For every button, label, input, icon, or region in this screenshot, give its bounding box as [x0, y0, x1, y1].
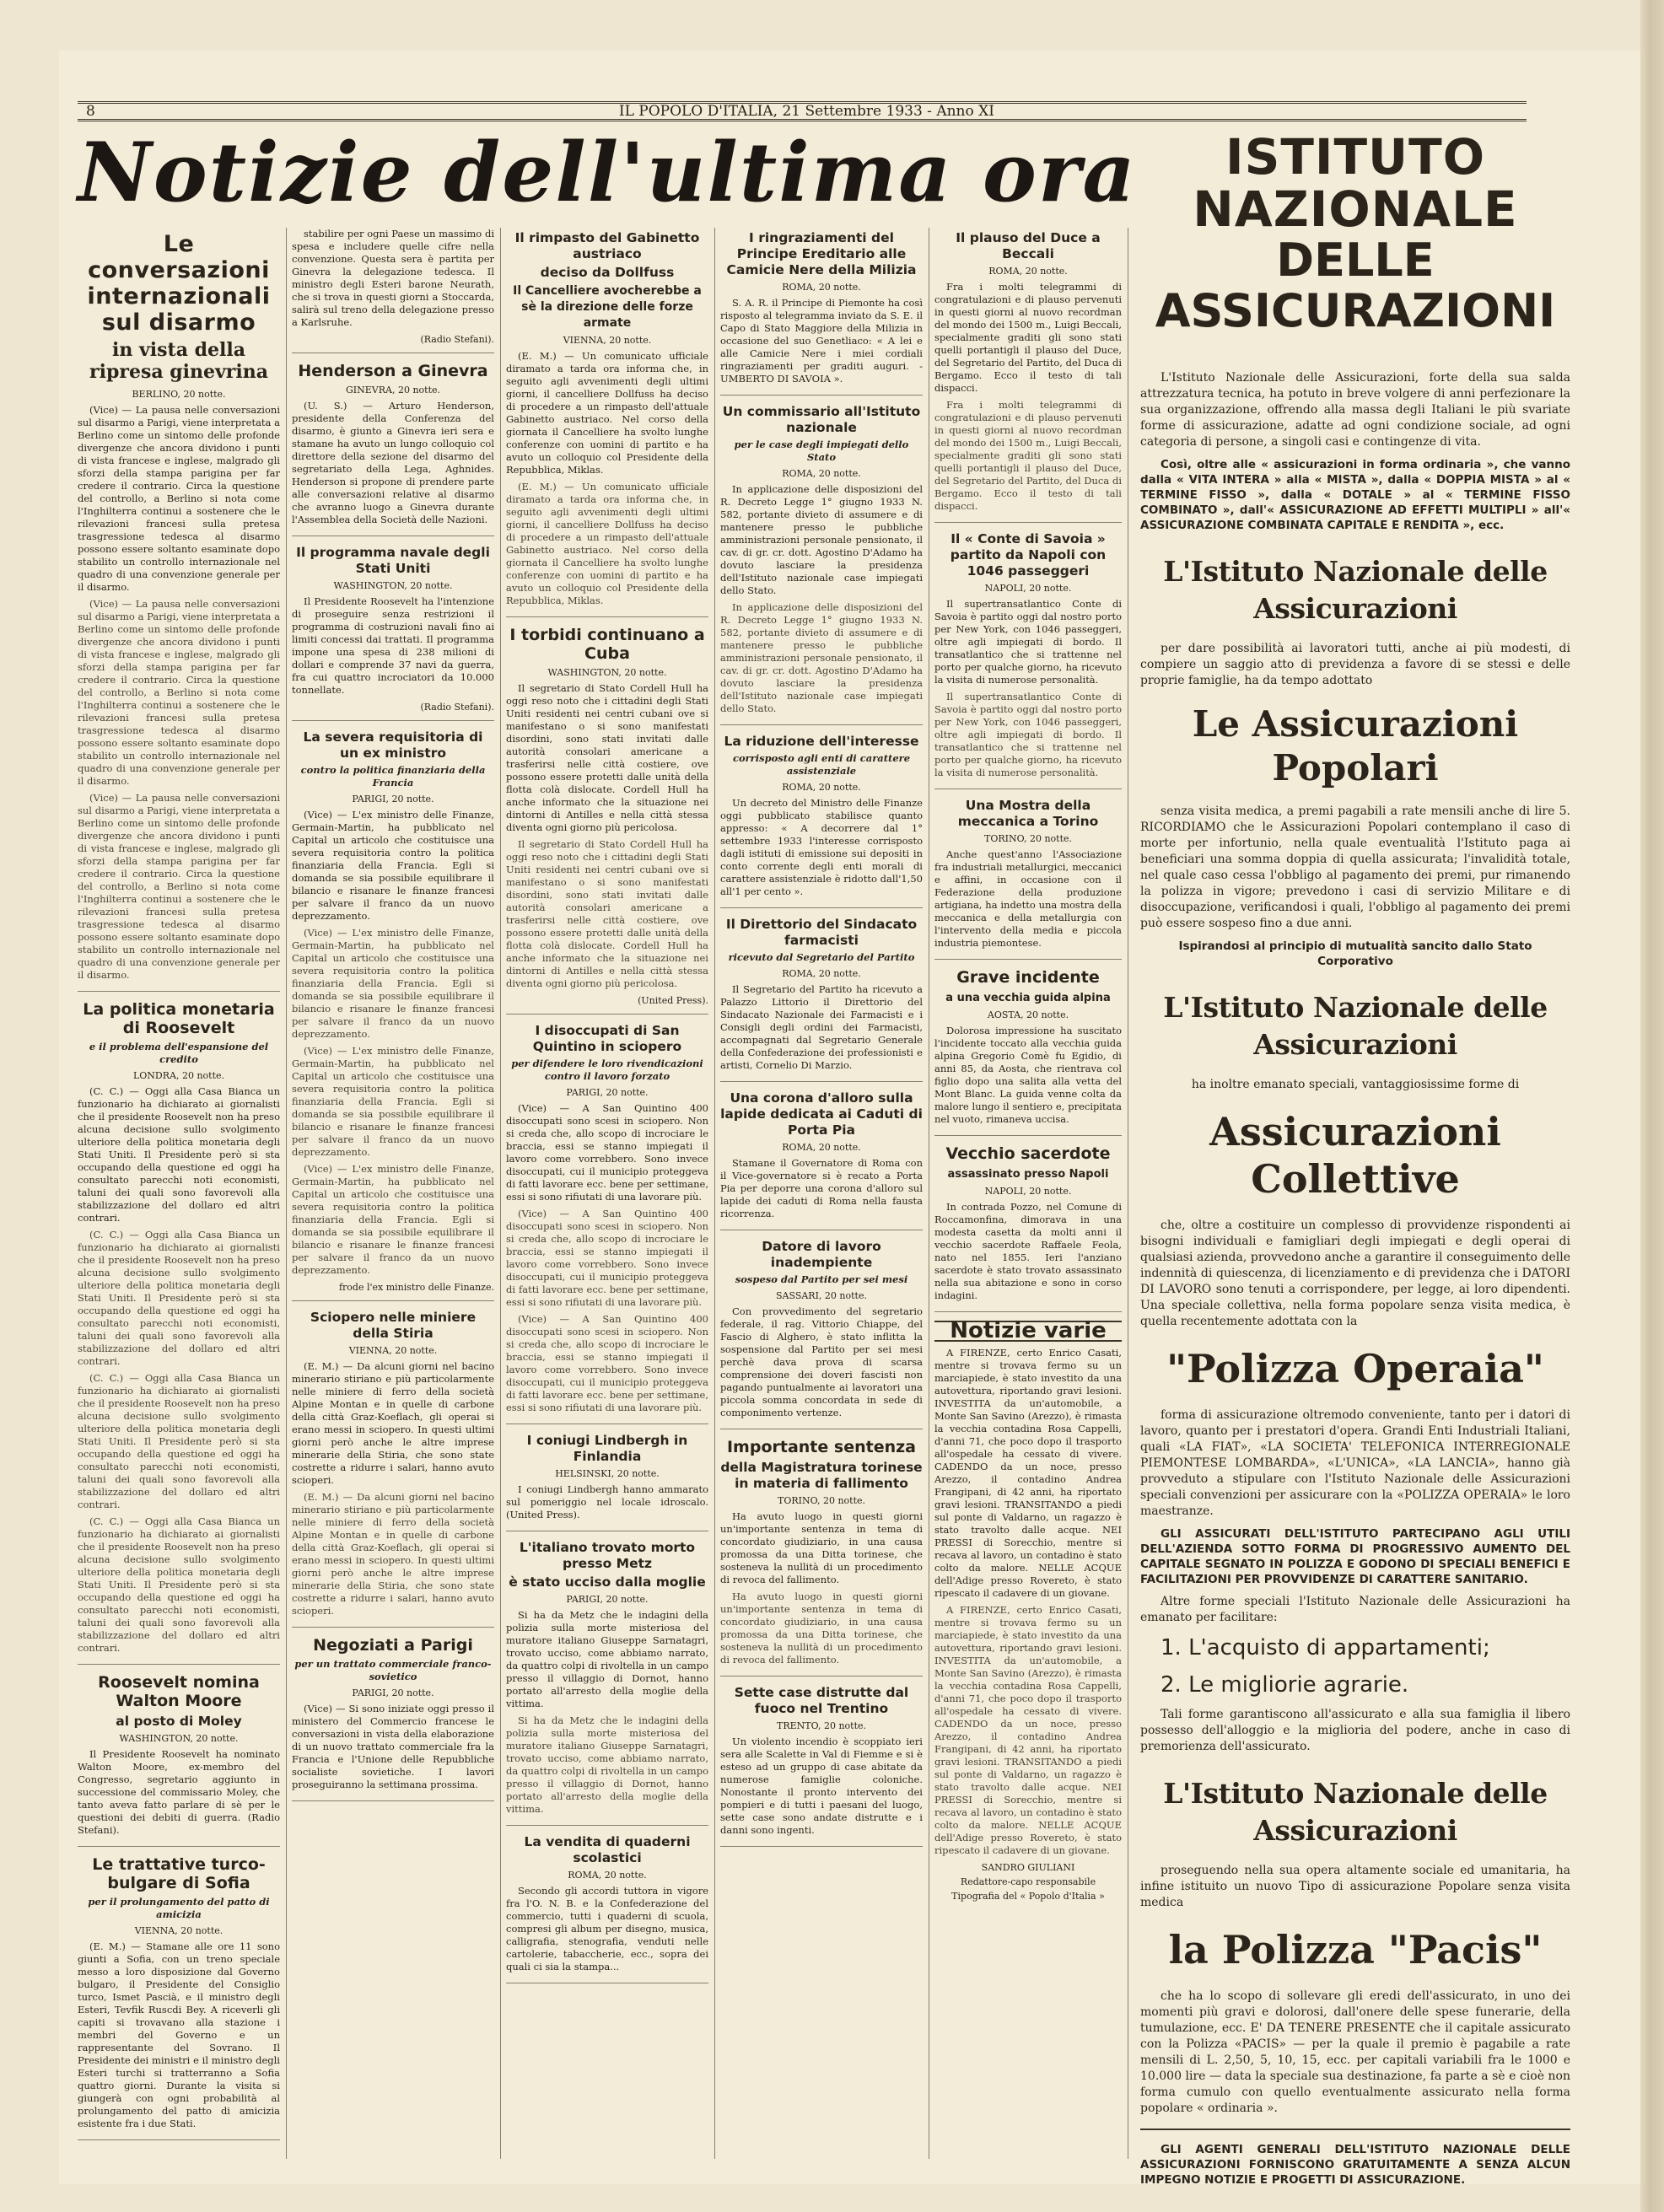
notizie-varie: [934, 1347, 1122, 1857]
ad-popolari-intro: per dare possibilità ai lavoratori tutti, anche ai più modesti, di compiere un saggio atto di previdenza a favore di se stessi e delle proprie famiglie, ha da tempo adottato: [1140, 642, 1570, 687]
article-datore: [720, 1239, 923, 1429]
article-body: Il Presidente Roosevelt ha nominato Walton Moore, ex-membro del Congresso, segretario aggiunto in successione del commissario Moley, che tanto aveva fatto parlare di sè per le questioni dei debiti di guerra. (Radio Stefani).: [78, 1748, 280, 1836]
article-quaderni: [506, 1834, 708, 1983]
article-sentenza: [720, 1438, 923, 1676]
article-kicker: contro la politica finanziaria della Francia: [300, 764, 486, 788]
article-conte-savoia: [934, 531, 1122, 789]
article-kicker: ricevuto dal Segretario del Partito: [728, 951, 915, 963]
article-body: (Vice) — La pausa nelle conversazioni sul disarmo a Parigi, viene interpretata a Berlino come un sintomo delle profonde divergenze che ancora dividono i punti di vista francese e inglese, malgrado gli sforzi della stampa parigina per far credere il contrario. Circa la questione del controllo, a Berlino si nota come l'Inghilterra continui a sostenere che le rilevazioni francesi sulla pretesa trasgressione tedesca al disarmo possono essere soltanto esaminate dopo stabilito un controllo internazionale nel quadro di una convenzione generale per il disarmo.: [78, 598, 280, 787]
article-roosevelt: [78, 1000, 280, 1665]
ad-institute-heading: L'Istituto Nazionale delle Assicurazioni: [1163, 555, 1548, 625]
article-title: La vendita di quaderni scolastici: [524, 1834, 691, 1865]
article-kicker: corrisposto agli enti di carattere assistenziale: [732, 752, 911, 777]
article-title: Il Direttorio del Sindacato farmacisti: [725, 917, 918, 948]
ad-pacis-body: che ha lo scopo di sollevare gli eredi dell'assicurato, in uno dei momenti più gravi e dolorosi, dall'onere delle spese funerarie, della tumulazione, ecc. E' DA TENERE PRESENTE che il capitale assicurato con la Polizza «PACIS» — per la quale il premio è pagabile a rate mensili di L. 2,50, 5, 10, 15, ecc. per capitali variabili fra le 1000 e 10.000 lire — data la speciale sua destinazione, fa parte a sè e cioè non forma cumulo con quello eventualmente assicurato nella forma popolare « ordinaria ».: [1140, 1989, 1570, 2115]
article-body: Un decreto del Ministro delle Finanze oggi pubblicato stabilisce quanto appresso: « A decorrere dal 1° settembre 1933 l'interesse corrisposto dagli istituti di emissione sui depositi in conto corrente degli enti morali di carattere assistenziale è ridotto dall'1,50 all'1 per cento ».: [720, 797, 923, 897]
article-body: (C. C.) — Oggi alla Casa Bianca un funzionario ha dichiarato ai giornalisti che il presidente Roosevelt non ha preso alcuna decisione sullo svolgimento ulteriore della politica monetaria degli Stati Uniti. Il Presidente però si sta occupando della questione ed oggi ha consultato parecchi noti economisti, taluni dei quali sono favorevoli alla stabilizzazione del dollaro ed altri contrari.: [78, 1515, 280, 1654]
article-title: Datore di lavoro inadempiente: [762, 1239, 881, 1270]
article-commissario: [720, 404, 923, 725]
article-body: Dolorosa impressione ha suscitato l'incidente toccato alla vecchia guida alpina Gregorio Comè fu Egidio, di anni 85, da Aosta, che rientrava col figlio dopo una salita alla vetta del Mont Blanc. La guida venne colta da malore lungo il sentiero e, precipitata nel vuoto, rimaneva uccisa.: [934, 1025, 1122, 1125]
ad-list-item-1: 1. L'acquisto di appartamenti;: [1160, 1635, 1490, 1660]
article-body: In contrada Pozzo, nel Comune di Roccamonfina, dimorava in una modesta casetta da molti anni il vecchio sacerdote Raffaele Feola, nato nel 1855. Ieri l'anziano sacerdote è stato trovato assassinato nella sua abitazione e sono in corso indagini.: [934, 1201, 1122, 1301]
dateline: GINEVRA, 20 notte.: [346, 385, 440, 396]
dateline: PARIGI, 20 notte.: [566, 1594, 649, 1605]
article-signature: (United Press).: [638, 995, 708, 1006]
article-body: (C. C.) — Oggi alla Casa Bianca un funzionario ha dichiarato ai giornalisti che il presidente Roosevelt non ha preso alcuna decisione sullo svolgimento ulteriore della politica monetaria degli Stati Uniti. Il Presidente però si sta occupando della questione ed oggi ha consultato parecchi noti economisti, taluni dei quali sono favorevoli alla stabilizzazione del dollaro ed altri contrari.: [78, 1085, 280, 1224]
article-lead: Il Cancelliere avocherebbe a sè la direzione delle forze armate: [513, 284, 702, 330]
ad-institute-heading: L'Istituto Nazionale delle Assicurazioni: [1163, 1777, 1548, 1847]
article-body: (E. M.) — Da alcuni giorni nel bacino minerario stiriano e più particolarmente nelle miniere di ferro della società Alpine Montan e in quelle di carbone della città Graz-Koeflach, gli operai si erano messi in sciopero. In questi ultimi giorni però anche le altre imprese minerarie della Stiria, che sono state costrette a ridurre i salari, hanno avuto scioperi.: [292, 1360, 494, 1486]
dateline: HELSINSKI, 20 notte.: [555, 1468, 660, 1479]
article-body: (Vice) — A San Quintino 400 disoccupati sono scesi in sciopero. Non si creda che, allo scopo di incrociare le braccia, essi se stanno impiegati il lavoro come vorrebbero. Sono invece disoccupati, cui il municipio proteggeva di fatti lavorare ecc. bene per settimane, essi si sono rifiutati di una lavorare più.: [506, 1208, 708, 1308]
article-sofia: [78, 1855, 280, 2140]
ad-popolari-heading: Le Assicurazioni Popolari: [1192, 703, 1519, 788]
article-body: Il segretario di Stato Cordell Hull ha oggi reso noto che i cittadini degli Stati Uniti residenti nei centri cubani ove si manifestano o si sono manifestati disordini, sono stati invitati dalle autorità consolari americane a trasferirsi nelle città costiere, ove possono essere protetti dalle unità della flotta colà dislocate. Cordell Hull ha anche informato che la situazione nei dintorni di Antilles e nella città stessa diventa ogni giorno più pericolosa.: [506, 682, 708, 833]
article-body: Fra i molti telegrammi di congratulazioni e di plauso pervenuti in questi giorni al nuovo recordman del mondo dei 1500 m., Luigi Beccali, specialmente graditi gli sono stati quelli portantigli il plauso del Duce, del Segretario del Partito, del Duca di Bergamo. Ecco il testo di tali dispacci.: [934, 281, 1122, 394]
ad-other-forms: Altre forme speciali l'Istituto Nazionale delle Assicurazioni ha emanato per facilitare:: [1140, 1595, 1570, 1624]
article-stiria: [292, 1310, 494, 1628]
ad-list-item-2: 2. Le migliorie agrarie.: [1160, 1672, 1409, 1698]
article-title: Sciopero nelle miniere della Stiria: [310, 1310, 477, 1341]
printer-credit: Tipografia del « Popolo d'Italia »: [951, 1891, 1105, 1902]
dateline: PARIGI, 20 notte.: [352, 794, 434, 805]
ad-closing: GLI AGENTI GENERALI DELL'ISTITUTO NAZIONALE DELLE ASSICURAZIONI FORNISCONO GRATUITAMENTE A SENZA ALCUN IMPEGNO NOTIZIE E PROGETTI DI ASSICURAZIONE.: [1140, 2143, 1570, 2187]
article-body: Il segretario di Stato Cordell Hull ha oggi reso noto che i cittadini degli Stati Uniti residenti nei centri cubani ove si manifestano o si sono manifestati disordini, sono stati invitati dalle autorità consolari americane a trasferirsi nelle città costiere, ove possono essere protetti dalle unità della flotta colà dislocate. Cordell Hull ha anche informato che la situazione nei dintorni di Antilles e nella città stessa diventa ogni giorno più pericolosa.: [506, 838, 708, 989]
article-body: (Vice) — L'ex ministro delle Finanze, Germain-Martin, ha pubblicato nel Capital un articolo che costituisce una severa requisitoria contro la politica finanziaria della Francia. Egli si domanda se sia possibile equilibrare il bilancio e risanare le finanze francesi per salvare il franco da un nuovo deprezzamento.: [292, 1163, 494, 1276]
dateline: TRENTO, 20 notte.: [776, 1720, 867, 1731]
dateline: WASHINGTON, 20 notte.: [547, 667, 667, 678]
dateline: ROMA, 20 notte.: [782, 468, 861, 479]
article-subtitle: assassinato presso Napoli: [947, 1168, 1109, 1181]
page-number: 8: [86, 103, 95, 120]
article-body: (Vice) — La pausa nelle conversazioni sul disarmo a Parigi, viene interpretata a Berlino come un sintomo delle profonde divergenze che ancora dividono i punti di vista francese e inglese, malgrado gli sforzi della stampa parigina per far credere il contrario. Circa la questione del controllo, a Berlino si nota come l'Inghilterra continui a sostenere che le rilevazioni francesi sulla pretesa trasgressione tedesca al disarmo possono essere soltanto esaminate dopo stabilito un controllo internazionale nel quadro di una convenzione generale per il disarmo.: [78, 404, 280, 593]
dateline: ROMA, 20 notte.: [782, 1142, 861, 1153]
column-2: [292, 228, 501, 2159]
article-signature: frode l'ex ministro delle Finanze.: [338, 1282, 494, 1293]
article-title: Il rimpasto del Gabinetto austriaco: [514, 230, 700, 261]
article-title: Il « Conte di Savoia » partito da Napoli con 1046 passeggeri: [950, 531, 1107, 579]
article-interesse: [720, 734, 923, 908]
article-body: Si ha da Metz che le indagini della polizia sulla morte misteriosa del muratore italiano Giuseppe Sarnatagri, trovato ucciso, come abbiamo narrato, da quattro colpi di rivoltella in un campo presso il villaggio di Dornot, hanno portato all'arresto della moglie della vittima.: [506, 1714, 708, 1815]
column-4: [720, 228, 929, 2159]
article-subtitle: in vista della ripresa ginevrina: [89, 339, 268, 383]
article-kicker: per difendere le loro rivendicazioni contro il lavoro forzato: [511, 1058, 703, 1082]
article-subtitle: a una vecchia guida alpina: [945, 992, 1111, 1004]
dateline: TORINO, 20 notte.: [777, 1495, 866, 1506]
article-title: Una corona d'alloro sulla lapide dedicata ai Caduti di Porta Pia: [720, 1090, 923, 1138]
ad-popolari-body: senza visita medica, a premi pagabili a rate mensili anche di lire 5. RICORDIAMO che le Assicurazioni Popolari contemplano il caso di morte per infortunio, nella quale eventualità l'Istituto paga ai beneficiari una somma doppia di quella assicurata; l'invalidità totale, nel quale caso cessa l'obbligo al pagamento dei premi, pur rimanendo la polizza in vigore; prevedono i casi di servizio Militare e di disoccupazione, verificandosi i quali, l'obbligo al pagamento dei premi può essere sospeso fino a due anni.: [1140, 805, 1570, 930]
article-trentino: [720, 1685, 923, 1847]
article-body: In applicazione delle disposizioni del R. Decreto Legge 1° giugno 1933 N. 582, portante divieto di assumere e di mantenere presso le pubbliche amministrazioni personale pensionato, il cav. di gr. cr. dott. Agostino D'Adamo ha dovuto lasciare la presidenza dell'Istituto nazionale case impiegati dello Stato.: [720, 483, 923, 596]
article-moore: [78, 1673, 280, 1847]
article-body: Secondo gli accordi tuttora in vigore fra l'O. N. B. e la Confederazione del commercio, tutti i quaderni di scuola, compresi gli album per disegno, musica, calligrafia, stenografia, venduti nelle cartolerie, tabaccherie, ecc., sopra dei quali ci sia la stampa...: [506, 1885, 708, 1973]
article-subtitle: della Magistratura torinese in materia di fallimento: [720, 1460, 923, 1491]
ad-list-body: Tali forme garantiscono all'assicurato e alla sua famiglia il libero possesso dell'alloggio e la miglioria del podere, anche in caso di premorienza dell'assicurato.: [1140, 1708, 1570, 1753]
page-edge: [1640, 0, 1664, 2212]
ad-pacis-heading: la Polizza "Pacis": [1168, 1927, 1543, 1973]
dateline: ROMA, 20 notte.: [988, 266, 1068, 277]
header-dateline: IL POPOLO D'ITALIA, 21 Settembre 1933 - Anno XI: [618, 103, 994, 120]
article-incidente: [934, 968, 1122, 1136]
dateline: NAPOLI, 20 notte.: [984, 583, 1072, 594]
article-body: (E. M.) — Un comunicato ufficiale diramato a tarda ora informa che, in seguito agli avvenimenti degli ultimi giorni, il cancelliere Dollfuss ha deciso di procedere a un rimpasto dell'attuale Gabinetto austriaco. Nel corso della giornata il Cancelliere ha svolto lunghe conferenze con uomini di partito e ha avuto un colloquio col Presidente della Repubblica, Miklas.: [506, 481, 708, 606]
page-header: [78, 101, 1527, 121]
dateline: AOSTA, 20 notte.: [987, 1009, 1069, 1020]
article-title: La riduzione dell'interesse: [724, 734, 919, 749]
article-body: Fra i molti telegrammi di congratulazioni e di plauso pervenuti in questi giorni al nuovo recordman del mondo dei 1500 m., Luigi Beccali, specialmente graditi gli sono stati quelli portantigli il plauso del Duce, del Segretario del Partito, del Duca di Bergamo. Ecco il testo di tali dispacci.: [934, 399, 1122, 512]
article-title: I torbidi continuano a Cuba: [509, 626, 705, 663]
article-body: stabilire per ogni Paese un massimo di spesa e includere quelle cifre nella convenzione. Questa sera è partita per Ginevra la delegazione tedesca. Il ministro degli Esteri barone Neurath, che si trova in questi giorni a Stoccarda, salirà sul treno della delegazione presso a Karlsruhe.: [292, 228, 494, 328]
article-sacerdote: [934, 1144, 1122, 1312]
article-body: (E. M.) — Da alcuni giorni nel bacino minerario stiriano e più particolarmente nelle miniere di ferro della società Alpine Montan e in quelle di carbone della città Graz-Koeflach, gli operai si erano messi in sciopero. In questi ultimi giorni però anche le altre imprese minerarie della Stiria, che sono state costrette a ridurre i salari, hanno avuto scioperi.: [292, 1491, 494, 1617]
article-title: Le trattative turco-bulgare di Sofia: [92, 1855, 266, 1892]
article-austria: [506, 230, 708, 617]
article-body: Ha avuto luogo in questi giorni un'importante sentenza in tema di concordato giudiziario, in una causa promossa da una Ditta torinese, che sosteneva la nullità di un procedimento di revoca del fallimento.: [720, 1590, 923, 1666]
article-body: Il supertransatlantico Conte di Savoia è partito oggi dal nostro porto per New York, con 1046 passeggeri, oltre agli impiegati di bordo. Il transatlantico che si trattenne nel porto per qualche giorno, ha ricevuto la visita di numerose personalità.: [934, 691, 1122, 778]
article-kicker: sospeso dal Partito per sei mesi: [735, 1273, 908, 1285]
article-body: (E. M.) — Un comunicato ufficiale diramato a tarda ora informa che, in seguito agli avvenimenti degli ultimi giorni, il cancelliere Dollfuss ha deciso di procedere a un rimpasto dell'attuale Gabinetto austriaco. Nel corso della giornata il Cancelliere ha svolto lunghe conferenze con uomini di partito e ha avuto un colloquio col Presidente della Repubblica, Miklas.: [506, 350, 708, 476]
article-subtitle: deciso da Dollfuss: [540, 265, 675, 280]
dateline: ROMA, 20 notte.: [782, 282, 861, 293]
article-title: L'italiano trovato morto presso Metz: [519, 1540, 696, 1571]
dateline: ROMA, 20 notte.: [782, 782, 861, 793]
article-title: Una Mostra della meccanica a Torino: [957, 798, 1099, 829]
article-title: Sette case distrutte dal fuoco nel Trentino: [734, 1685, 909, 1716]
column-1: [78, 228, 287, 2159]
article-cuba: [506, 626, 708, 1015]
article-disarmo-cont: [292, 228, 494, 353]
article-body: Il supertransatlantico Conte di Savoia è partito oggi dal nostro porto per New York, con 1046 passeggeri, oltre agli impiegati di bordo. Il transatlantico che si trattenne nel porto per qualche giorno, ha ricevuto la visita di numerose personalità.: [934, 598, 1122, 686]
ad-polizza-operaia-heading: "Polizza Operaia": [1166, 1346, 1544, 1391]
article-farmacisti: [720, 917, 923, 1082]
article-kicker: per le case degli impiegati dello Stato: [734, 439, 909, 463]
article-body: (Vice) — A San Quintino 400 disoccupati sono scesi in sciopero. Non si creda che, allo scopo di incrociare le braccia, essi se stanno impiegati il lavoro come vorrebbero. Sono invece disoccupati, cui il municipio proteggeva di fatti lavorare ecc. bene per settimane, essi si sono rifiutati di una lavorare più.: [506, 1102, 708, 1203]
ad-operaia-body: forma di assicurazione oltremodo conveniente, tanto per i datori di lavoro, quanto per i prestatori d'opera. Grandi Enti Industriali Italiani, quali «LA FIAT», «LA SOCIETA' TELEFONICA INTERREGIONALE PIEMONTESE LOMBARDA», «L'UNICA», «LA LANCIA», hanno già provveduto a stipulare con l'Istituto Nazionale delle Assicurazioni speciali convenzioni per assicurare con la «POLIZZA OPERAIA» le loro maestranze.: [1140, 1408, 1570, 1518]
article-corona: [720, 1090, 923, 1230]
article-title: Roosevelt nomina Walton Moore: [98, 1673, 260, 1710]
article-body: I coniugi Lindbergh hanno ammarato sul pomeriggio nel locale idroscalo. (United Press).: [506, 1483, 708, 1520]
ad-forms: Così, oltre alle « assicurazioni in forma ordinaria », che vanno dalla « VITA INTERA » alla « MISTA », dalla « DOPPIA MISTA » al « TERMINE FISSO », dalla « DOTALE » al « TERMINE FISSO COMBINATO », dall'« ASSICURAZIONE AD EFFETTI MULTIPLI » all'« ASSICURAZIONE COMBINATA CAPITALE E RENDITA », ecc.: [1140, 458, 1570, 532]
dateline: PARIGI, 20 notte.: [566, 1087, 649, 1098]
article-mostra: [934, 798, 1122, 960]
article-body: (C. C.) — Oggi alla Casa Bianca un funzionario ha dichiarato ai giornalisti che il presidente Roosevelt non ha preso alcuna decisione sullo svolgimento ulteriore della politica monetaria degli Stati Uniti. Il Presidente però si sta occupando della questione ed oggi ha consultato parecchi noti economisti, taluni dei quali sono favorevoli alla stabilizzazione del dollaro ed altri contrari.: [78, 1372, 280, 1510]
article-body: Con provvedimento del segretario federale, il rag. Vittorio Chiappe, del Fascio di Alghero, è stato inflitta la sospensione dal Partito per sei mesi perchè dava prova di scarsa comprensione dei doveri fascisti non pagando puntualmente ai lavoratori una piccola somma concordata in sede di componimento vertenze.: [720, 1305, 923, 1418]
insurance-advertisement: [1140, 128, 1570, 2187]
article-title: I ringraziamenti del Principe Ereditario alle Camicie Nere della Milizia: [726, 230, 917, 277]
article-body: A FIRENZE, certo Enrico Casati, mentre si trovava fermo su un marciapiede, è stato investito da una autovettura, riportando gravi lesioni. INVESTITA da un'automobile, a Monte San Savino (Arezzo), è rimasta la vecchia contadina Rosa Cappelli, d'anni 71, che poco dopo il trasporto all'ospedale ha cessato di vivere. CADENDO da un noce, presso Arezzo, il contadino Andrea Frangipani, di 42 anni, ha riportato gravi lesioni. TRANSITANDO a piedi sul ponte di Valdarno, un ragazzo è stato travolto dalle acque. NEI PRESSI di Sorecchio, mentre si recava al lavoro, un contadino è stato colto da malore. NELLE ACQUE dell'Adige presso Rovereto, è stato ripescato il cadavere di un giovane.: [934, 1347, 1122, 1599]
article-title: Le conversazioni internazionali sul disarmo: [87, 231, 271, 336]
article-title: Importante sentenza: [726, 1438, 916, 1456]
article-body: Il Segretario del Partito ha ricevuto a Palazzo Littorio il Direttorio del Sindacato Nazionale dei Farmacisti e i Consigli degli ordini dei Farmacisti, accompagnati dal Segretario Generale della Confederazione dei professionisti e artisti, Cornelio Di Marzio.: [720, 983, 923, 1071]
article-body: (Vice) — Si sono iniziate oggi presso il ministero del Commercio francese le conversazioni in vista della elaborazione di un nuovo trattato commerciale fra la Francia e l'Unione delle Repubbliche socialiste sovietiche. I lavori proseguiranno la settimana prossima.: [292, 1703, 494, 1790]
article-body: (Vice) — A San Quintino 400 disoccupati sono scesi in sciopero. Non si creda che, allo scopo di incrociare le braccia, essi se stanno impiegati il lavoro come vorrebbero. Sono invece disoccupati, cui il municipio proteggeva di fatti lavorare ecc. bene per settimane, essi si sono rifiutati di una lavorare più.: [506, 1313, 708, 1413]
dateline: VIENNA, 20 notte.: [348, 1345, 438, 1356]
article-beccali: [934, 230, 1122, 523]
article-signature: (Radio Stefani).: [420, 702, 494, 713]
article-body: A FIRENZE, certo Enrico Casati, mentre si trovava fermo su un marciapiede, è stato investito da una autovettura, riportando gravi lesioni. INVESTITA da un'automobile, a Monte San Savino (Arezzo), è rimasta la vecchia contadina Rosa Cappelli, d'anni 71, che poco dopo il trasporto all'ospedale ha cessato di vivere. CADENDO da un noce, presso Arezzo, il contadino Andrea Frangipani, di 42 anni, ha riportato gravi lesioni. TRANSITANDO a piedi sul ponte di Valdarno, un ragazzo è stato travolto dalle acque. NEI PRESSI di Sorecchio, mentre si recava al lavoro, un contadino è stato colto da malore. NELLE ACQUE dell'Adige presso Rovereto, è stato ripescato il cadavere di un giovane.: [934, 1604, 1122, 1856]
ad-collettive-heading: Assicurazioni Collettive: [1209, 1109, 1501, 1202]
article-metz: [506, 1540, 708, 1826]
dateline: PARIGI, 20 notte.: [352, 1687, 434, 1698]
column-3: [506, 228, 715, 2159]
article-title: I disoccupati di San Quintino in sciopero: [532, 1023, 682, 1054]
article-title: Il programma navale degli Stati Uniti: [296, 545, 490, 576]
article-body: Un violento incendio è scoppiato ieri sera alle Scalette in Val di Fiemme e si è esteso ad un gruppo di case abitate da numerose famiglie coloniche. Nonostante il pronto intervento dei pompieri e di tutti i paesani del luogo, sette case sono andate distrutte e i danni sono ingenti.: [720, 1736, 923, 1836]
article-negoziati: [292, 1636, 494, 1801]
editor-name: SANDRO GIULIANI: [981, 1862, 1075, 1873]
article-disarmo: [78, 231, 280, 992]
article-title: I coniugi Lindbergh in Finlandia: [526, 1433, 688, 1464]
article-kicker: per un trattato commerciale franco-sovietico: [294, 1658, 492, 1682]
article-subtitle: al posto di Moley: [116, 1714, 242, 1729]
column-5: [934, 228, 1128, 2159]
dateline: SASSARI, 20 notte.: [776, 1290, 867, 1301]
article-body: (E. M.) — Stamane alle ore 11 sono giunti a Sofia, con un treno speciale messo a loro disposizione dal Governo bulgaro, il Presidente del Consiglio turco, Ismet Pascià, e il ministro degli Esteri, Tevfik Ruscdi Bey. A riceverli gli capiti si trovavano alla stazione i membri del Governo e un rappresentante del Sovrano. Il Presidente dei ministri e il ministro degli Esteri turchi si tratterranno a Sofia quattro giorni. Durante la visita si giungerà con ogni probabilità al prolungamento del patto di amicizia esistente fra i due Stati.: [78, 1940, 280, 2129]
article-body: (Vice) — L'ex ministro delle Finanze, Germain-Martin, ha pubblicato nel Capital un articolo che costituisce una severa requisitoria contro la politica finanziaria della Francia. Egli si domanda se sia possibile equilibrare il bilancio e risanare le finanze francesi per salvare il franco da un nuovo deprezzamento.: [292, 809, 494, 922]
ad-intro: L'Istituto Nazionale delle Assicurazioni, forte della sua salda attrezzatura tecnica, ha potuto in breve volgere di anni perfezionare la sua organizzazione, offrendo alla massa degli Italiani le più svariate forme di assicurazione, adatte ad ogni condizione sociale, ad ogni categoria di persone, a singoli casi e contingenze di vita.: [1140, 371, 1570, 449]
notizie-varie-title: Notizie varie: [934, 1321, 1122, 1342]
article-body: Anche quest'anno l'Associazione fra industriali metallurgici, meccanici e affini, in occasione con il Federazione della produzione artigiana, ha indetto una mostra della meccanica e della metallurgia con l'intervento della media e piccola industria piemontese.: [934, 848, 1122, 949]
article-body: (Vice) — L'ex ministro delle Finanze, Germain-Martin, ha pubblicato nel Capital un articolo che costituisce una severa requisitoria contro la politica finanziaria della Francia. Egli si domanda se sia possibile equilibrare il bilancio e risanare le finanze francesi per salvare il franco da un nuovo deprezzamento.: [292, 1045, 494, 1158]
article-kicker: e il problema dell'espansione del credito: [89, 1041, 269, 1065]
masthead: Notizie dell'ultima ora: [78, 125, 1137, 220]
article-san-quintino: [506, 1023, 708, 1424]
dateline: WASHINGTON, 20 notte.: [333, 580, 453, 591]
dateline: ROMA, 20 notte.: [782, 968, 861, 979]
article-principe: [720, 230, 923, 396]
ad-mutuality: Ispirandosi al principio di mutualità sancito dallo Stato Corporativo: [1178, 939, 1532, 968]
article-title: La severa requisitoria di un ex ministro: [303, 729, 483, 761]
article-body: In applicazione delle disposizioni del R. Decreto Legge 1° giugno 1933 N. 582, portante divieto di assumere e di mantenere presso le pubbliche amministrazioni personale pensionato, il cav. di gr. cr. dott. Agostino D'Adamo ha dovuto lasciare la presidenza dell'Istituto nazionale case impiegati dello Stato.: [720, 601, 923, 714]
article-body: (U. S.) — Arturo Henderson, presidente della Conferenza del disarmo, è giunto a Ginevra ieri sera e stamane ha avuto un lungo colloquio col direttore della sezione del disarmo del segretariato della Lega, Aghnides. Henderson si propone di prendere parte alle conversazioni relative al disarmo che avranno luogo a Ginevra durante l'Assemblea della Società delle Nazioni.: [292, 400, 494, 525]
article-body: Ha avuto luogo in questi giorni un'importante sentenza in tema di concordato giudiziario, in una causa promossa da una Ditta torinese, che sosteneva la nullità di un procedimento di revoca del fallimento.: [720, 1510, 923, 1585]
article-title: La politica monetaria di Roosevelt: [83, 1000, 275, 1037]
article-body: (Vice) — L'ex ministro delle Finanze, Germain-Martin, ha pubblicato nel Capital un articolo che costituisce una severa requisitoria contro la politica finanziaria della Francia. Egli si domanda se sia possibile equilibrare il bilancio e risanare le finanze francesi per salvare il franco da un nuovo deprezzamento.: [292, 927, 494, 1040]
article-signature: (Radio Stefani).: [420, 334, 494, 345]
article-title: Un commissario all'Istituto nazionale: [722, 404, 921, 435]
dateline: TORINO, 20 notte.: [983, 833, 1073, 844]
article-body: (C. C.) — Oggi alla Casa Bianca un funzionario ha dichiarato ai giornalisti che il presidente Roosevelt non ha preso alcuna decisione sullo svolgimento ulteriore della politica monetaria degli Stati Uniti. Il Presidente però si sta occupando della questione ed oggi ha consultato parecchi noti economisti, taluni dei quali sono favorevoli alla stabilizzazione del dollaro ed altri contrari.: [78, 1229, 280, 1367]
article-title: Grave incidente: [956, 968, 1100, 987]
dateline: ROMA, 20 notte.: [568, 1870, 647, 1881]
article-body: S. A. R. il Principe di Piemonte ha così risposto al telegramma inviato da S. E. il Capo di Stato Maggiore della Milizia in occasione del suo Genetliaco: « A lei e alle Camicie Nere i miei cordiali ringraziamenti per graditi auguri. - UMBERTO DI SAVOIA ».: [720, 297, 923, 385]
article-title: Negoziati a Parigi: [313, 1636, 473, 1655]
article-lindbergh: [506, 1433, 708, 1531]
ad-pacis-intro: proseguendo nella sua opera altamente sociale ed umanitaria, ha infine istituito un nuovo Tipo di assicurazione Popolare senza visita medica: [1140, 1864, 1570, 1909]
ad-title-line2: DELLE ASSICURAZIONI: [1155, 234, 1556, 337]
ad-title-line1: ISTITUTO NAZIONALE: [1193, 128, 1518, 238]
article-body: (Vice) — La pausa nelle conversazioni sul disarmo a Parigi, viene interpretata a Berlino come un sintomo delle profonde divergenze che ancora dividono i punti di vista francese e inglese, malgrado gli sforzi della stampa parigina per far credere il contrario. Circa la questione del controllo, a Berlino si nota come l'Inghilterra continui a sostenere che le rilevazioni francesi sulla pretesa trasgressione tedesca al disarmo possono essere soltanto esaminate dopo stabilito un controllo internazionale nel quadro di una convenzione generale per il disarmo.: [78, 792, 280, 981]
article-henderson: [292, 362, 494, 536]
dateline: LONDRA, 20 notte.: [132, 1070, 225, 1081]
editor-role: Redattore-capo responsabile: [960, 1876, 1096, 1887]
article-body: Si ha da Metz che le indagini della polizia sulla morte misteriosa del muratore italiano Giuseppe Sarnatagri, trovato ucciso, come abbiamo narrato, da quattro colpi di rivoltella in un campo presso il villaggio di Dornot, hanno portato all'arresto della moglie della vittima.: [506, 1609, 708, 1709]
article-navale: [292, 545, 494, 721]
ad-collettive-intro: ha inoltre emanato speciali, vantaggiosissime forme di: [1191, 1078, 1520, 1091]
article-title: Il plauso del Duce a Beccali: [956, 230, 1101, 261]
dateline: NAPOLI, 20 notte.: [984, 1186, 1072, 1197]
dateline: VIENNA, 20 notte.: [563, 335, 652, 346]
dateline: WASHINGTON, 20 notte.: [119, 1733, 239, 1744]
article-kicker: per il prolungamento del patto di amicizia: [88, 1896, 270, 1920]
ad-institute-heading: L'Istituto Nazionale delle Assicurazioni: [1163, 991, 1548, 1061]
dateline: BERLINO, 20 notte.: [132, 389, 226, 400]
article-body: Stamane il Governatore di Roma con il Vice-governatore si è recato a Porta Pia per deporre una corona d'alloro sul lapide dei caduti di Roma nella fausta ricorrenza.: [720, 1157, 923, 1219]
article-subtitle: è stato ucciso dalla moglie: [509, 1574, 706, 1590]
article-title: Vecchio sacerdote: [945, 1144, 1111, 1163]
dateline: VIENNA, 20 notte.: [134, 1925, 223, 1936]
article-title: Henderson a Ginevra: [298, 362, 488, 380]
ad-utili-note: GLI ASSICURATI DELL'ISTITUTO PARTECIPANO AGLI UTILI DELL'AZIENDA SOTTO FORMA DI PROGRESSIVO AUMENTO DEL CAPITALE SEGNATO IN POLIZZA E GODONO DI SPECIALI BENEFICI E FACILITAZIONI PER PROVVIDENZE DI CARATTERE SANITARIO.: [1140, 1527, 1570, 1586]
ad-divider: [1140, 2129, 1570, 2130]
article-requisitoria: [292, 729, 494, 1301]
ad-collettive-body: che, oltre a costituire un complesso di provvidenze rispondenti ai bisogni individuali e famigliari degli impiegati e degli operai di qualsiasi azienda, provvedono anche a garantire il conseguimento delle indennità di quiescenza, di licenziamento e di previdenza che i DATORI DI LAVORO sono tenuti a corrispondere, per legge, ai loro dipendenti. Una speciale collettiva, nella forma popolare senza visita medica, è quella recentemente adottata con la: [1140, 1219, 1570, 1328]
article-body: Il Presidente Roosevelt ha l'intenzione di proseguire senza restrizioni il programma di costruzioni navali fino ai limiti concessi dai trattati. Il programma impone una spesa di 238 milioni di dollari e comprende 37 navi da guerra, fra cui quattro incrociatori da 10.000 tonnellate.: [292, 595, 494, 696]
